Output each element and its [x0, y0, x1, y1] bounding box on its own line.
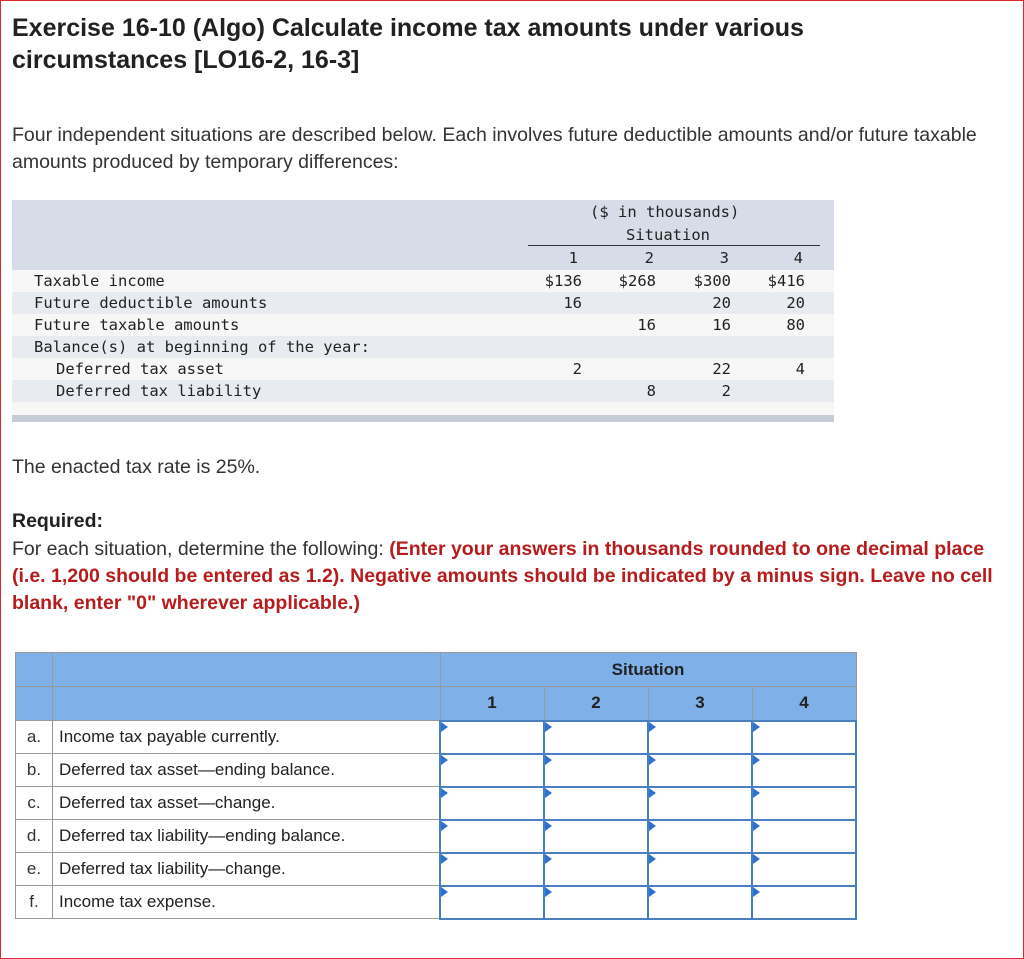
input-flag-icon	[545, 854, 552, 864]
input-flag-icon	[441, 722, 448, 732]
answer-input-b-3[interactable]	[649, 755, 751, 786]
answer-cell	[544, 853, 648, 886]
value-cell: $300	[693, 272, 731, 290]
value-cell: 20	[712, 294, 731, 312]
required-instruction: (Enter your answers in thousands rounded to one decimal place (i.e. 1,200 should be entered as 1.2). Negative amounts should be indicated by a minus sign. Leave no cell blank, enter "0" wherever applicable.)	[12, 538, 993, 614]
answer-input-e-1[interactable]	[441, 854, 543, 885]
input-flag-icon	[441, 821, 448, 831]
row-label-future-deductible: Future deductible amounts	[34, 294, 268, 312]
answer-input-a-3[interactable]	[649, 722, 751, 753]
input-flag-icon	[649, 887, 656, 897]
units-label: ($ in thousands)	[590, 203, 740, 221]
input-flag-icon	[545, 722, 552, 732]
answer-cell	[648, 721, 752, 754]
input-flag-icon	[545, 788, 552, 798]
value-cell: 2	[721, 382, 731, 400]
answer-cell	[544, 721, 648, 754]
grid-col-head-3: 3	[648, 687, 752, 721]
row-letter: c.	[16, 787, 53, 820]
grid-corner	[16, 653, 53, 687]
answer-input-f-2[interactable]	[545, 887, 647, 918]
input-flag-icon	[441, 788, 448, 798]
answer-input-d-1[interactable]	[441, 821, 543, 852]
grid-corner	[16, 687, 53, 721]
answer-input-e-2[interactable]	[545, 854, 647, 885]
answer-cell	[648, 787, 752, 820]
row-label-deferred-tax-liability: Deferred tax liability	[56, 382, 262, 400]
grid-col-head-4: 4	[752, 687, 856, 721]
row-description: Deferred tax liability—ending balance.	[53, 820, 441, 853]
answer-input-c-4[interactable]	[753, 788, 855, 819]
row-letter: e.	[16, 853, 53, 886]
intro-text: Four independent situations are described below. Each involves future deductible amounts and/or future taxable amounts produced by temporary differences:	[12, 124, 977, 173]
value-cell: 22	[712, 360, 731, 378]
row-letter: f.	[16, 886, 53, 919]
value-cell: 20	[786, 294, 805, 312]
answer-input-e-3[interactable]	[649, 854, 751, 885]
input-flag-icon	[649, 854, 656, 864]
input-flag-icon	[753, 722, 760, 732]
col-head-2: 2	[644, 249, 654, 267]
exercise-title	[12, 12, 1002, 76]
answer-cell	[544, 886, 648, 919]
answer-cell	[752, 853, 856, 886]
answer-grid	[15, 652, 857, 920]
value-cell: 80	[786, 316, 805, 334]
input-flag-icon	[753, 788, 760, 798]
row-description: Income tax payable currently.	[53, 721, 441, 754]
title-line-2: circumstances [LO16-2, 16-3]	[12, 46, 360, 74]
answer-cell	[752, 886, 856, 919]
required-text	[12, 536, 1017, 617]
col-head-4: 4	[793, 249, 803, 267]
col-head-3: 3	[719, 249, 729, 267]
row-letter: d.	[16, 820, 53, 853]
input-flag-icon	[753, 854, 760, 864]
situation-header: Situation	[440, 653, 856, 687]
value-cell: 16	[563, 294, 582, 312]
table-row	[16, 820, 857, 853]
answer-cell	[544, 787, 648, 820]
value-cell: 16	[637, 316, 656, 334]
answer-cell	[440, 787, 544, 820]
answer-input-c-3[interactable]	[649, 788, 751, 819]
answer-input-c-2[interactable]	[545, 788, 647, 819]
header-underline	[528, 245, 820, 246]
answer-input-f-4[interactable]	[753, 887, 855, 918]
answer-cell	[440, 886, 544, 919]
row-description: Deferred tax asset—change.	[53, 787, 441, 820]
value-cell: 8	[646, 382, 656, 400]
row-letter: a.	[16, 721, 53, 754]
answer-cell	[752, 721, 856, 754]
answer-input-d-3[interactable]	[649, 821, 751, 852]
answer-cell	[752, 820, 856, 853]
answer-cell	[544, 754, 648, 787]
table-row	[16, 721, 857, 754]
value-cell: $136	[544, 272, 582, 290]
answer-input-b-1[interactable]	[441, 755, 543, 786]
situation-label: Situation	[626, 226, 710, 244]
title-line-1: Exercise 16-10 (Algo) Calculate income tax amounts under various	[12, 14, 804, 42]
value-cell: 2	[572, 360, 582, 378]
answer-cell	[648, 853, 752, 886]
answer-cell	[648, 886, 752, 919]
answer-cell	[440, 853, 544, 886]
answer-cell	[440, 820, 544, 853]
answer-cell	[648, 754, 752, 787]
input-flag-icon	[441, 755, 448, 765]
answer-input-c-1[interactable]	[441, 788, 543, 819]
value-cell: 4	[795, 360, 805, 378]
answer-cell	[752, 754, 856, 787]
input-flag-icon	[649, 722, 656, 732]
table-row	[16, 754, 857, 787]
input-flag-icon	[753, 887, 760, 897]
enacted-tax-rate: The enacted tax rate is 25%.	[12, 456, 261, 478]
grid-corner	[53, 653, 441, 687]
row-label-deferred-tax-asset: Deferred tax asset	[56, 360, 224, 378]
input-flag-icon	[753, 755, 760, 765]
input-flag-icon	[441, 854, 448, 864]
input-flag-icon	[649, 755, 656, 765]
answer-input-d-4[interactable]	[753, 821, 855, 852]
required-heading: Required:	[12, 510, 104, 532]
input-flag-icon	[545, 887, 552, 897]
required-lead: For each situation, determine the following:	[12, 538, 390, 560]
answer-input-a-4[interactable]	[753, 722, 855, 753]
row-description: Income tax expense.	[53, 886, 441, 919]
input-flag-icon	[649, 821, 656, 831]
row-band	[12, 402, 834, 415]
table-bottom-rule	[12, 415, 834, 422]
col-head-1: 1	[568, 249, 578, 267]
row-label-balances: Balance(s) at beginning of the year:	[34, 338, 370, 356]
input-flag-icon	[545, 821, 552, 831]
given-data-table	[12, 200, 834, 422]
table-row	[16, 853, 857, 886]
table-row	[16, 787, 857, 820]
answer-input-e-4[interactable]	[753, 854, 855, 885]
answer-cell	[544, 820, 648, 853]
answer-input-b-4[interactable]	[753, 755, 855, 786]
value-cell: $268	[618, 272, 656, 290]
answer-cell	[440, 721, 544, 754]
answer-cell	[440, 754, 544, 787]
value-cell: 16	[712, 316, 731, 334]
answer-cell	[752, 787, 856, 820]
row-description: Deferred tax asset—ending balance.	[53, 754, 441, 787]
answer-input-f-1[interactable]	[441, 887, 543, 918]
answer-input-a-2[interactable]	[545, 722, 647, 753]
answer-input-d-2[interactable]	[545, 821, 647, 852]
grid-col-head-2: 2	[544, 687, 648, 721]
value-cell: $416	[767, 272, 805, 290]
table-row	[16, 886, 857, 919]
grid-corner	[53, 687, 441, 721]
answer-input-b-2[interactable]	[545, 755, 647, 786]
input-flag-icon	[441, 887, 448, 897]
row-letter: b.	[16, 754, 53, 787]
answer-input-f-3[interactable]	[649, 887, 751, 918]
grid-col-head-1: 1	[440, 687, 544, 721]
input-flag-icon	[649, 788, 656, 798]
answer-cell	[648, 820, 752, 853]
row-label-future-taxable: Future taxable amounts	[34, 316, 240, 334]
row-label-taxable-income: Taxable income	[34, 272, 165, 290]
answer-input-a-1[interactable]	[441, 722, 543, 753]
row-description: Deferred tax liability—change.	[53, 853, 441, 886]
input-flag-icon	[545, 755, 552, 765]
input-flag-icon	[753, 821, 760, 831]
